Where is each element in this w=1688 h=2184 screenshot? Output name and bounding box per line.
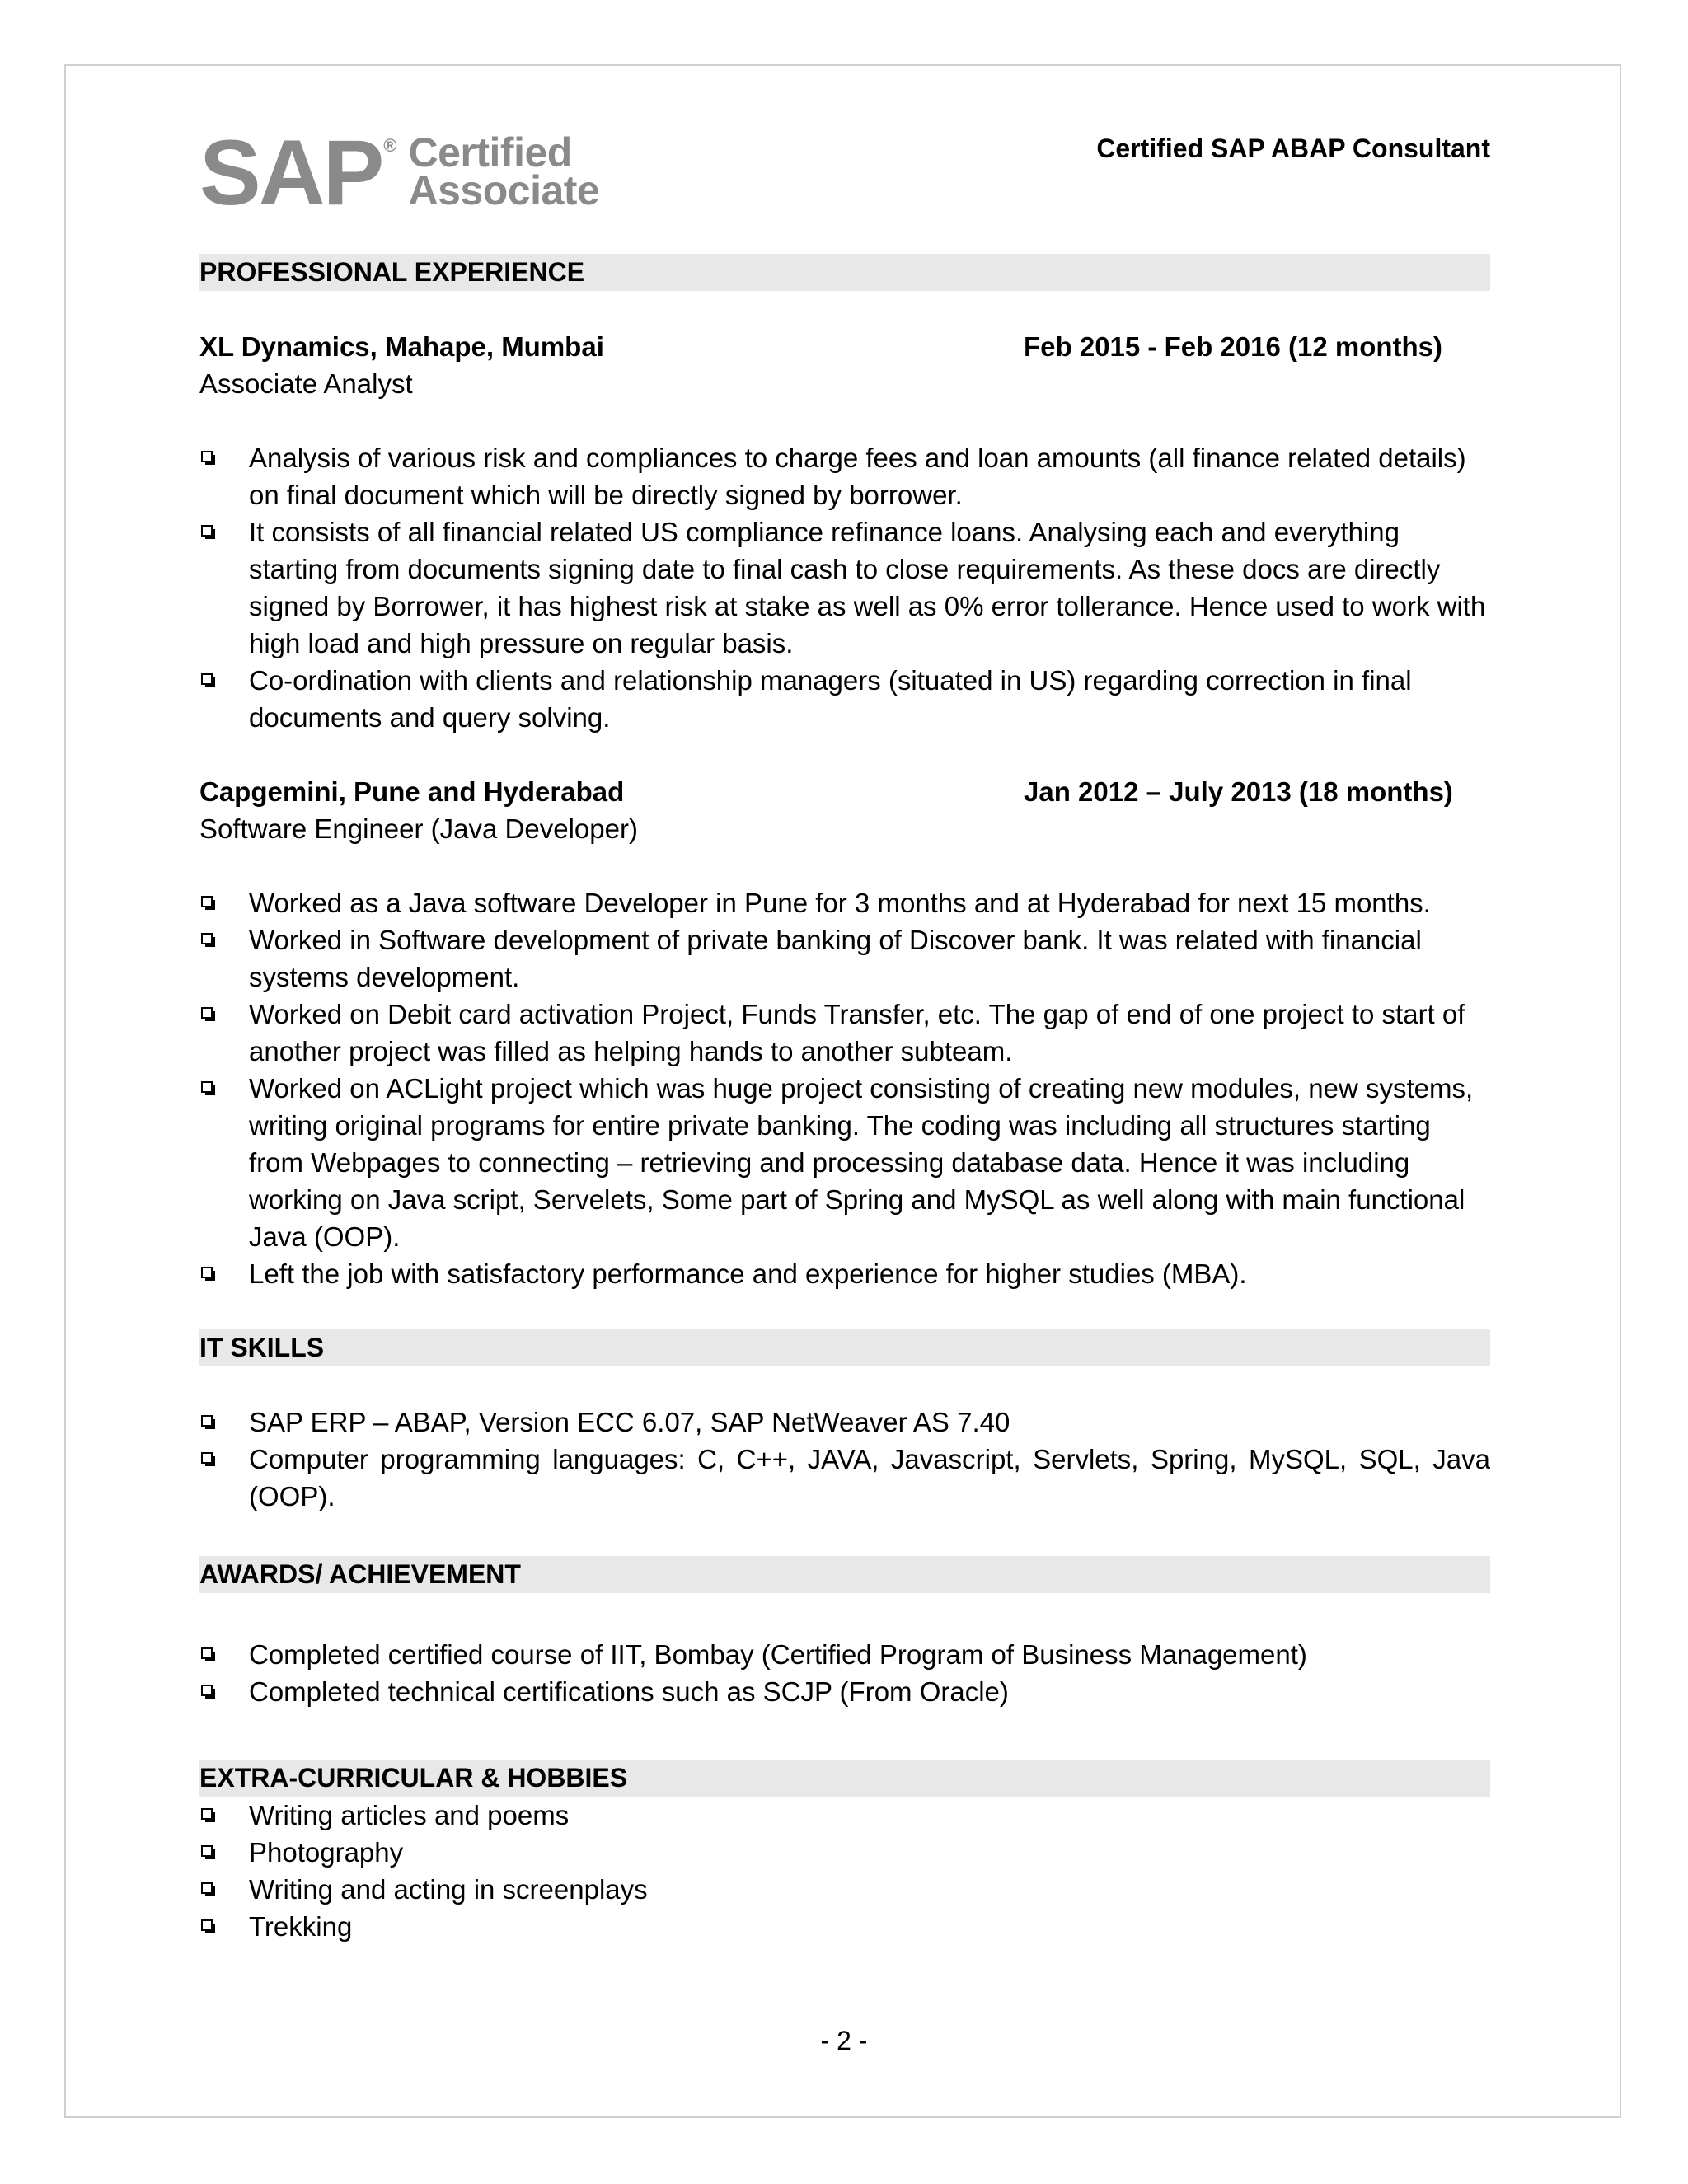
list-item: Left the job with satisfactory performance and experience for higher studies (MBA). (199, 1255, 1490, 1292)
list-item: Trekking (199, 1908, 1490, 1945)
checkbox-bullet-icon (201, 1647, 213, 1659)
page-number: - 2 - (820, 2026, 868, 2055)
logo-registered-mark: ® (383, 135, 397, 156)
list-item: SAP ERP – ABAP, Version ECC 6.07, SAP NetWeaver AS 7.40 (199, 1404, 1490, 1441)
job-role: Associate Analyst (199, 368, 413, 399)
job-header (199, 773, 1490, 810)
section-heading-it-skills: IT SKILLS (199, 1329, 1490, 1366)
checkbox-bullet-icon (201, 933, 213, 944)
list-item: Computer programming languages: C, C++, JAVA, Javascript, Servlets, Spring, MySQL, SQL, Java (OOP). (199, 1441, 1490, 1515)
checkbox-bullet-icon (201, 525, 213, 537)
list-item: Writing and acting in screenplays (199, 1871, 1490, 1908)
job-dates: Feb 2015 - Feb 2016 (12 months) (1024, 331, 1443, 362)
list-item: Worked on Debit card activation Project, Funds Transfer, etc. The gap of end of one project to start of another project was filled as helping hands to another subteam. (199, 996, 1490, 1070)
list-item: Completed technical certifications such as SCJP (From Oracle) (199, 1673, 1490, 1710)
skills-bullet-list (199, 1404, 1490, 1515)
job-company: XL Dynamics, Mahape, Mumbai (199, 331, 604, 362)
checkbox-bullet-icon (201, 1267, 213, 1278)
checkbox-bullet-icon (201, 1845, 213, 1857)
list-item: Worked on ACLight project which was huge project consisting of creating new modules, new systems, writing original programs for entire private banking. The coding was including all structures starting from Webpages to connecting – retrieving and processing database data. Hence it was including working on Java script, Servelets, Some part of Spring and MySQL as well along with main functional Java (OOP). (199, 1070, 1490, 1255)
checkbox-bullet-icon (201, 1007, 213, 1019)
checkbox-bullet-icon (201, 896, 213, 907)
document-content (199, 121, 1490, 1942)
checkbox-bullet-icon (201, 1452, 213, 1464)
list-item: Writing articles and poems (199, 1797, 1490, 1834)
checkbox-bullet-icon (201, 1882, 213, 1894)
checkbox-bullet-icon (201, 451, 213, 462)
professional-experience-body (199, 254, 1490, 1945)
job-header (199, 328, 1490, 365)
list-item: Completed certified course of IIT, Bombay (Certified Program of Business Management) (199, 1636, 1490, 1673)
job-role: Software Engineer (Java Developer) (199, 813, 638, 844)
job-dates: Jan 2012 – July 2013 (18 months) (1024, 776, 1453, 807)
logo-line-certified: Certified (408, 129, 572, 176)
checkbox-bullet-icon (201, 1081, 213, 1093)
job-bullet-list (199, 439, 1490, 736)
list-item: Analysis of various risk and compliances to charge fees and loan amounts (all finance related details) on final document which will be directly signed by borrower. (199, 439, 1490, 513)
logo-certified-associate (408, 129, 600, 213)
section-heading-hobbies: EXTRA-CURRICULAR & HOBBIES (199, 1760, 1490, 1797)
checkbox-bullet-icon (201, 1415, 213, 1427)
list-item: Worked as a Java software Developer in Pune for 3 months and at Hyderabad for next 15 months. (199, 884, 1490, 921)
hobbies-bullet-list (199, 1797, 1490, 1945)
sap-certified-associate-logo (199, 121, 600, 224)
job-company: Capgemini, Pune and Hyderabad (199, 776, 625, 807)
section-heading-professional-experience: PROFESSIONAL EXPERIENCE (199, 254, 1490, 291)
awards-bullet-list (199, 1636, 1490, 1710)
logo-sap-text: SAP (199, 121, 382, 224)
checkbox-bullet-icon (201, 1919, 213, 1931)
checkbox-bullet-icon (201, 673, 213, 685)
list-item: It consists of all financial related US compliance refinance loans. Analysing each and everything starting from documents signing date to final cash to close requirements. As these docs are directly signed by Borrower, it has highest risk at stake as well as 0% error tollerance. Hence used to work with high load and high pressure on regular basis. (199, 513, 1490, 662)
section-heading-awards: AWARDS/ ACHIEVEMENT (199, 1556, 1490, 1593)
header-title: Certified SAP ABAP Consultant (1096, 134, 1490, 163)
page-header (199, 121, 1490, 255)
job-bullet-list (199, 884, 1490, 1292)
checkbox-bullet-icon (201, 1808, 213, 1820)
list-item: Co-ordination with clients and relationship managers (situated in US) regarding correction in final documents and query solving. (199, 662, 1490, 736)
list-item: Worked in Software development of private banking of Discover bank. It was related with financial systems development. (199, 921, 1490, 996)
logo-line-associate: Associate (408, 167, 600, 213)
list-item: Photography (199, 1834, 1490, 1871)
checkbox-bullet-icon (201, 1685, 213, 1696)
